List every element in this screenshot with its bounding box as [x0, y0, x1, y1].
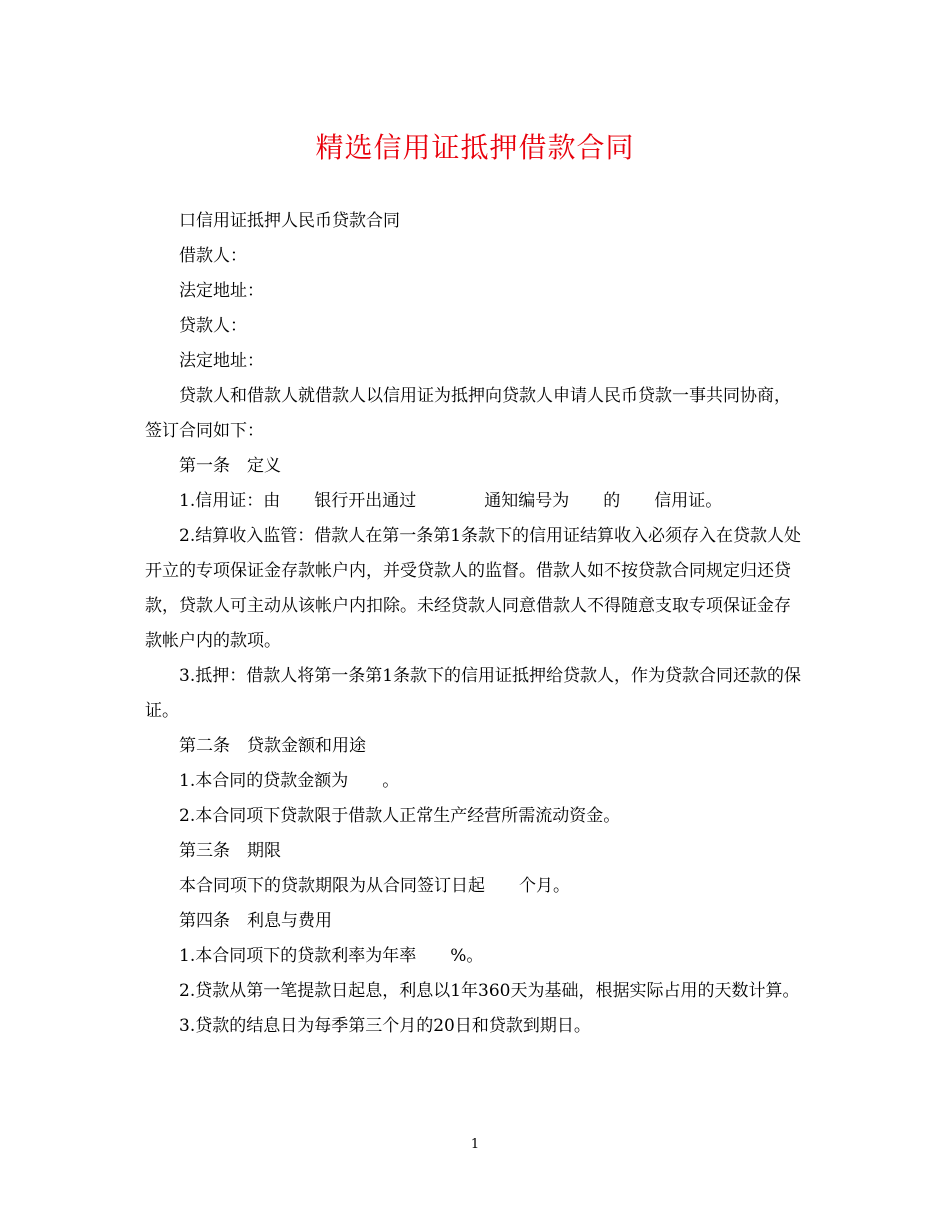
paragraph-preamble: 贷款人和借款人就借款人以信用证为抵押向贷款人申请人民币贷款一事共同协商，签订合同如下： — [145, 386, 791, 441]
article-4-clause-3: 3.贷款的结息日为每季第三个月的20日和贷款到期日。 — [179, 1016, 591, 1036]
article-1-clause-2: 2.结算收入监管：借款人在第一条第1条款下的信用证结算收入必须存入在贷款人处开立的专项保证金存款帐户内，并受贷款人的监督。借款人如不按贷款合同规定归还贷款，贷款人可主动从该帐户内扣除。未经贷款人同意借款人不得随意支取专项保证金存款帐户内的款项。 — [145, 526, 802, 651]
article-1-heading: 第一条 定义 — [179, 456, 281, 476]
article-3-heading: 第三条 期限 — [179, 841, 281, 861]
article-4-heading: 第四条 利息与费用 — [179, 911, 332, 931]
article-1-clause-3: 3.抵押：借款人将第一条第1条款下的信用证抵押给贷款人，作为贷款合同还款的保证。 — [145, 666, 802, 721]
article-4-clause-2: 2.贷款从第一笔提款日起息，利息以1年360天为基础，根据实际占用的天数计算。 — [179, 981, 800, 1001]
paragraph-lender: 贷款人： — [179, 316, 247, 336]
article-2-clause-1: 1.本合同的贷款金额为 。 — [179, 771, 400, 791]
article-2-heading: 第二条 贷款金额和用途 — [179, 736, 366, 756]
article-2-clause-2: 2.本合同项下贷款限于借款人正常生产经营所需流动资金。 — [179, 806, 621, 826]
paragraph-lender-address: 法定地址： — [179, 351, 264, 371]
paragraph-contract-type: 口信用证抵押人民币贷款合同 — [179, 211, 400, 231]
document-body — [145, 204, 805, 1044]
article-3-text: 本合同项下的贷款期限为从合同签订日起 个月。 — [179, 876, 570, 896]
document-title: 精选信用证抵押借款合同 — [315, 131, 635, 164]
paragraph-borrower: 借款人： — [179, 246, 247, 266]
article-4-clause-1: 1.本合同项下的贷款利率为年率 %。 — [179, 946, 484, 966]
paragraph-borrower-address: 法定地址： — [179, 281, 264, 301]
article-1-clause-1: 1.信用证：由 银行开出通过 通知编号为 的 信用证。 — [179, 491, 723, 511]
page-number: 1 — [470, 1137, 480, 1152]
